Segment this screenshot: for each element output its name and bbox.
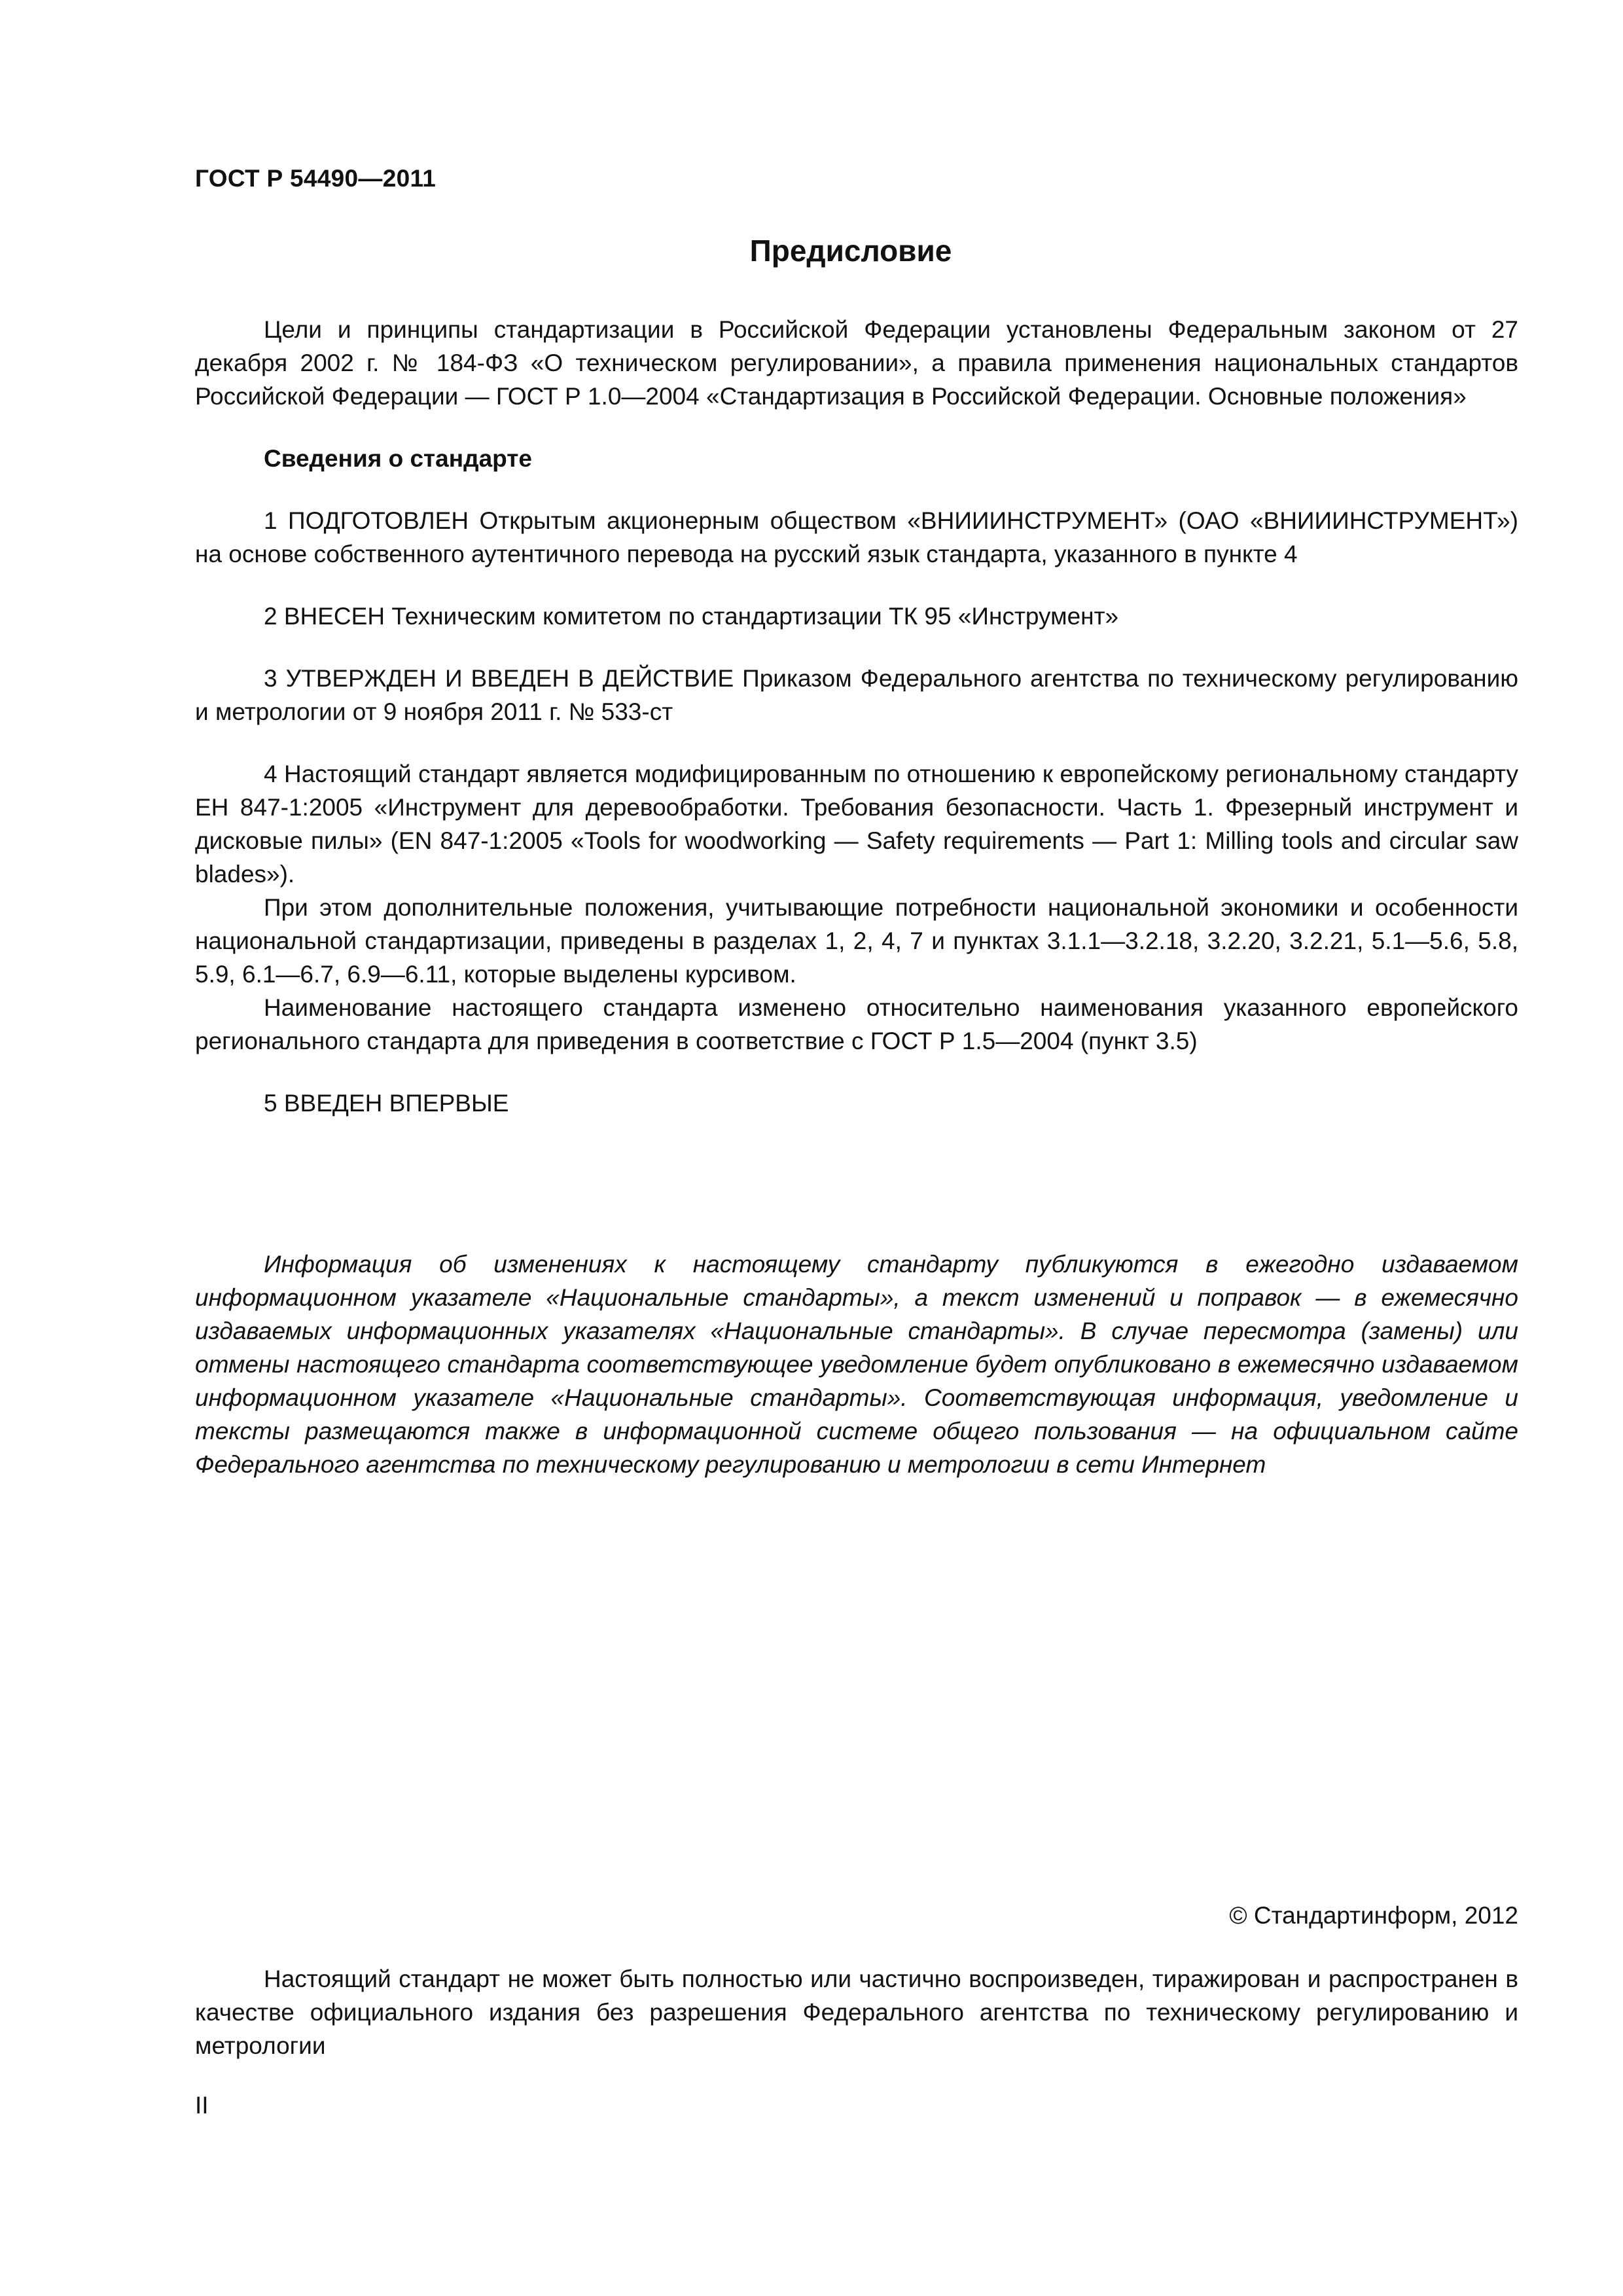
- intro-paragraph: Цели и принципы стандартизации в Российской Федерации установлены Федеральным законом от 27 декабря 2002 г. № 184-ФЗ «О техническом регулировании», а правила применения национальных стандартов Российской Федерации — ГОСТ Р 1.0—2004 «Стандартизация в Российской Федерации. Основные положения»: [195, 316, 1518, 410]
- item-5: 5 ВВЕДЕН ВПЕРВЫЕ: [264, 1090, 509, 1117]
- document-code-header: ГОСТ Р 54490—2011: [195, 165, 437, 192]
- section-heading: Сведения о стандарте: [264, 445, 532, 472]
- item-3: 3 УТВЕРЖДЕН И ВВЕДЕН В ДЕЙСТВИЕ Приказом Федерального агентства по техническому регулированию и метрологии от 9 ноября 2011 г. № 533-ст: [195, 665, 1518, 725]
- reproduction-notice: Настоящий стандарт не может быть полностью или частично воспроизведен, тиражирован и распространен в качестве официального издания без разрешения Федерального агентства по техническому регулированию и метрологии: [195, 1965, 1518, 2059]
- item-2: 2 ВНЕСЕН Техническим комитетом по стандартизации ТК 95 «Инструмент»: [264, 603, 1119, 630]
- item-4-paragraph-3: Наименование настоящего стандарта изменено относительно наименования указанного европейского регионального стандарта для приведения в соответствие с ГОСТ Р 1.5—2004 (пункт 3.5): [195, 994, 1518, 1054]
- preface-content: [195, 313, 1518, 1120]
- page-title: Предисловие: [749, 234, 952, 268]
- copyright-line: © Стандартинформ, 2012: [1229, 1902, 1518, 1929]
- item-4-paragraph-1: 4 Настоящий стандарт является модифицированным по отношению к европейскому региональному стандарту ЕН 847-1:2005 «Инструмент для деревообработки. Требования безопасности. Часть 1. Фрезерный инструмент и дисковые пилы» (EN 847-1:2005 «Tools for woodworking — Safety requirements — Part 1: Milling tools and circular saw blades»).: [195, 761, 1518, 888]
- item-4-paragraph-2: При этом дополнительные положения, учитывающие потребности национальной экономики и особенности национальной стандартизации, приведены в разделах 1, 2, 4, 7 и пунктах 3.1.1—3.2.18, 3.2.20, 3.2.21, 5.1—5.6, 5.8, 5.9, 6.1—6.7, 6.9—6.11, которые выделены курсивом.: [195, 894, 1518, 988]
- info-notice: Информация об изменениях к настоящему стандарту публикуются в ежегодно издаваемом информационном указателе «Национальные стандарты», а текст изменений и поправок — в ежемесячно издаваемых информационных указателях «Национальные стандарты». В случае пересмотра (замены) или отмены настоящего стандарта соответствующее уведомление будет опубликовано в ежемесячно издаваемом информационном указателе «Национальные стандарты». Соответствующая информация, уведомление и тексты размещаются также в информационной системе общего пользования — на официальном сайте Федерального агентства по техническому регулированию и метрологии в сети Интернет: [195, 1251, 1518, 1478]
- item-1: 1 ПОДГОТОВЛЕН Открытым акционерным обществом «ВНИИИНСТРУМЕНТ» (ОАО «ВНИИИНСТРУМЕНТ») на основе собственного аутентичного перевода на русский язык стандарта, указанного в пункте 4: [195, 507, 1518, 567]
- page-number: II: [195, 2092, 209, 2119]
